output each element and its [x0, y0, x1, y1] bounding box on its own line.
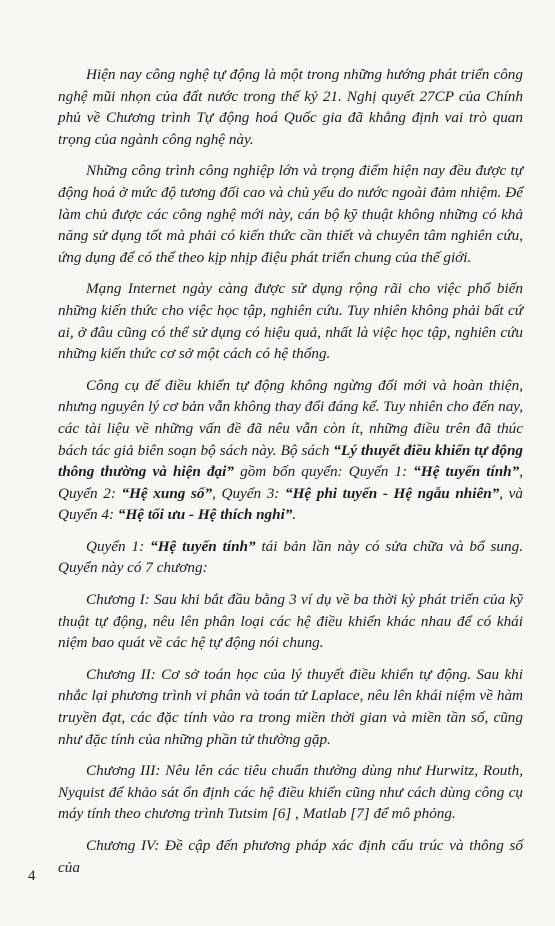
paragraph-text: Quyển 1:	[86, 537, 151, 555]
paragraph-text: , và Quyển 4:	[58, 484, 524, 524]
paragraph-text: Mạng Internet ngày càng được sử dụng rộng rãi cho việc phổ biến những kiến thức cho việc học tập, nghiên cứu. Tuy nhiên không phải bất cứ ai, ở đâu cũng có thể sử dụng có hiệu quả, nhất là việc học tập, nghiên cứu những kiến thức cơ sở một cách có hệ thống.	[58, 280, 523, 363]
paragraph-text: , Quyển 3:	[212, 484, 285, 502]
paragraph-text: Công cụ để điều khiển tự động không ngừng đổi mới và hoàn thiện, nhưng nguyên lý cơ bản vẫn không thay đổi đáng kể. Tuy nhiên cho đến nay, các tài liệu về những vấn đề đã nêu vẫn còn ít, những điều trên đã thúc bách tác giả biên soạn bộ sách này. Bộ sách	[58, 376, 523, 459]
bold-title-text: “Hệ tuyến tính”	[150, 537, 256, 555]
bold-title-text: “Hệ tuyến tính”	[413, 463, 520, 481]
paragraph	[58, 278, 523, 364]
paragraph	[58, 835, 523, 878]
paragraph-text: , Quyển 2:	[58, 463, 524, 502]
paragraph	[58, 64, 523, 150]
page-number: 4	[28, 868, 36, 884]
paragraph-text: Chương III: Nêu lên các tiêu chuẩn thường dùng như Hurwitz, Routh, Nyquist để khảo sát ổn định các hệ điều khiển cũng như cách dùng công cụ máy tính theo chương trình Tutsim [6] , Matlab [7] để mô phỏng.	[58, 762, 523, 823]
bold-title-text: “Hệ phi tuyến - Hệ ngẫu nhiên”	[285, 484, 500, 502]
paragraph	[58, 589, 523, 654]
paragraph	[58, 664, 523, 750]
paragraph-text: Chương II: Cơ sở toán học của lý thuyết điều khiển tự động. Sau khi nhắc lại phương trình vi phân và toán tử Laplace, nêu lên khái niệm về hàm truyền đạt, các đặc tính vào ra trong miền thời gian và miền tần số, cũng như đặc tính của những phần tử thường gặp.	[58, 665, 523, 748]
paragraph-text: Những công trình công nghiệp lớn và trọng điểm hiện nay đều được tự động hoá ở mức độ tương đối cao và chủ yếu do nước ngoài đảm nhiệm. Để làm chủ được các công nghệ mới này, cán bộ kỹ thuật không những có khả năng sử dụng tốt mà phải có kiến thức cần thiết và chuyên tâm nghiên cứu, ứng dụng để có thể theo kịp nhịp điệu phát triển chung của thế giới.	[58, 162, 523, 266]
bold-title-text: “Hệ tối ưu - Hệ thích nghi”	[117, 506, 293, 524]
paragraph	[58, 536, 523, 579]
paragraph-text: Hiện nay công nghệ tự động là một trong những hướng phát triển công nghệ mũi nhọn của đất nước trong thế kỷ 21. Nghị quyết 27CP của Chính phủ về Chương trình Tự động hoá Quốc gia đã khẳng định vai trò quan trọng của ngành công nghệ này.	[58, 66, 523, 148]
paragraph-text: gồm bốn quyển: Quyển 1:	[233, 463, 414, 481]
paragraph-text: .	[292, 506, 297, 524]
body-text	[58, 64, 523, 888]
bold-title-text: “Lý thuyết điều khiển tự động thông thường và hiện đại”	[58, 441, 524, 481]
paragraph-text: tái bản lần này có sửa chữa và bổ sung. Quyển này có 7 chương:	[58, 537, 524, 577]
paragraph-text: Chương IV: Đề cập đến phương pháp xác định cấu trúc và thông số của	[58, 837, 523, 876]
paragraph-text: Chương I: Sau khi bắt đầu bằng 3 ví dụ về ba thời kỳ phát triển của kỹ thuật tự động, nêu lên phân loại các hệ điều khiển khác nhau để có khái niệm bao quát về các hệ tự động nói chung.	[58, 591, 523, 652]
paragraph	[58, 375, 523, 526]
paragraph	[58, 160, 523, 268]
paragraph	[58, 760, 523, 825]
bold-title-text: “Hệ xung số”	[121, 484, 213, 502]
